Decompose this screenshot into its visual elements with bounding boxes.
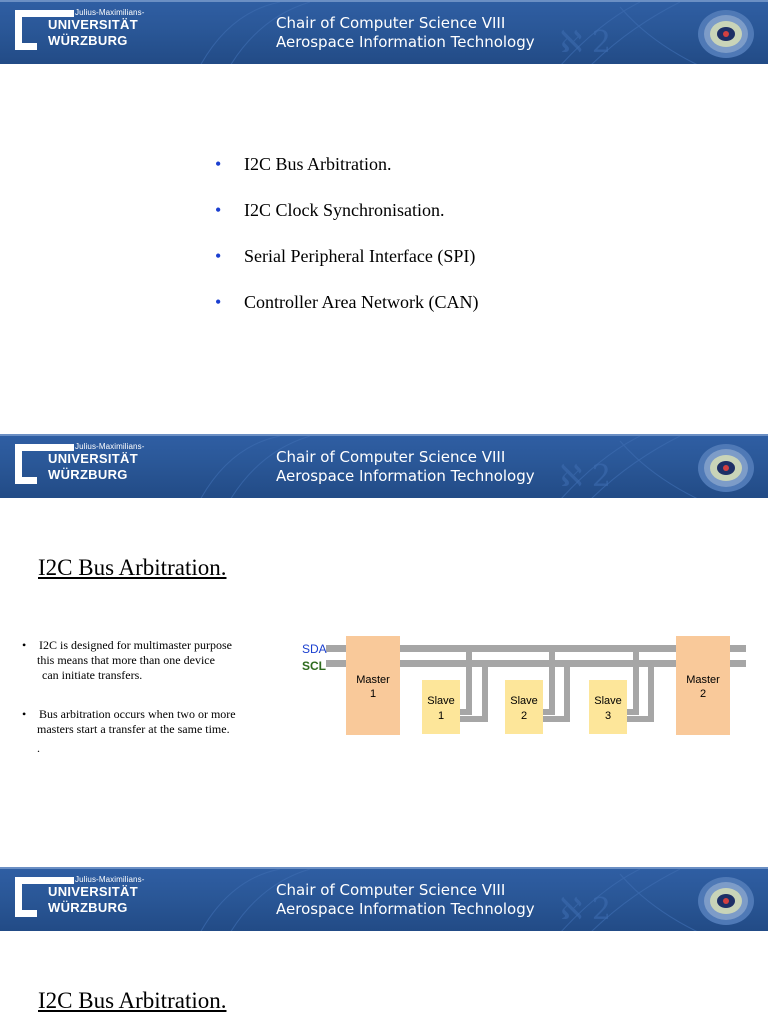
master-1-label: Master <box>356 674 390 686</box>
list-item-text: I2C Bus Arbitration. <box>244 154 392 174</box>
logo-university: UNIVERSITÄT <box>48 17 138 32</box>
chair-line-1: Chair of Computer Science VIII <box>276 881 506 899</box>
logo-city: WÜRZBURG <box>48 467 128 482</box>
header-banner <box>0 0 768 64</box>
list-item-line: I2C is designed for multimaster purpose <box>39 638 232 652</box>
emblem-icon <box>696 875 756 927</box>
emblem-icon <box>696 442 756 494</box>
emblem-icon <box>696 8 756 60</box>
chair-line-1: Chair of Computer Science VIII <box>276 448 506 466</box>
svg-text:ℵ 2: ℵ 2 <box>560 892 611 927</box>
bullet-icon: • <box>22 707 27 721</box>
logo-city: WÜRZBURG <box>48 33 128 48</box>
list-item <box>215 154 478 200</box>
list-item-text: Serial Peripheral Interface (SPI) <box>244 246 476 266</box>
header-banner <box>0 867 768 931</box>
list-item <box>215 246 478 292</box>
list-item <box>215 292 478 338</box>
slave-1-number: 1 <box>437 710 445 722</box>
chair-line-2: Aerospace Information Technology <box>276 467 535 485</box>
logo-university: UNIVERSITÄT <box>48 451 138 466</box>
list-item <box>20 638 270 683</box>
chair-line-2: Aerospace Information Technology <box>276 900 535 918</box>
university-logo <box>15 877 175 925</box>
bullet-icon: • <box>215 246 222 266</box>
logo-small-text: Julius-Maximilians- <box>75 875 145 884</box>
i2c-bus-diagram <box>296 628 756 744</box>
slide1-bullet-list <box>215 154 478 338</box>
bullet-icon: • <box>22 638 27 652</box>
trailing-period: . <box>37 741 40 755</box>
svg-text:ℵ 2: ℵ 2 <box>560 25 611 60</box>
list-item-line: can initiate transfers. <box>42 668 143 682</box>
slave-2-number: 2 <box>520 710 528 722</box>
list-item-line: this means that more than one device <box>37 653 215 667</box>
list-item-line: masters start a transfer at the same time. <box>37 722 230 736</box>
bullet-icon: • <box>215 292 222 312</box>
scl-label: SCL <box>302 659 326 673</box>
logo-university: UNIVERSITÄT <box>48 884 138 899</box>
slave-1-box <box>422 680 460 734</box>
sda-label: SDA <box>302 642 327 656</box>
bullet-icon: • <box>215 200 222 220</box>
slide-title: I2C Bus Arbitration. <box>38 555 227 580</box>
slave-3-number: 3 <box>604 710 612 722</box>
chair-line-1: Chair of Computer Science VIII <box>276 14 506 32</box>
list-item-text: I2C Clock Synchronisation. <box>244 200 445 220</box>
svg-text:ℵ 2: ℵ 2 <box>560 459 611 494</box>
list-item-line: Bus arbitration occurs when two or more <box>39 707 236 721</box>
logo-small-text: Julius-Maximilians- <box>75 8 145 17</box>
list-item-text: Controller Area Network (CAN) <box>244 292 479 312</box>
chair-title <box>276 881 535 919</box>
slave-3-box <box>589 680 627 734</box>
slave-2-box <box>505 680 543 734</box>
slave-2-label: Slave <box>510 695 538 707</box>
chair-title <box>276 448 535 486</box>
chair-line-2: Aerospace Information Technology <box>276 33 535 51</box>
chair-title <box>276 14 535 52</box>
university-logo <box>15 444 175 492</box>
slave-3-label: Slave <box>594 695 622 707</box>
logo-small-text: Julius-Maximilians- <box>75 442 145 451</box>
header-banner <box>0 434 768 498</box>
bullet-icon: • <box>215 154 222 174</box>
master-1-number: 1 <box>369 688 377 700</box>
logo-city: WÜRZBURG <box>48 900 128 915</box>
slide-title: I2C Bus Arbitration. <box>38 988 227 1013</box>
master-2-label: Master <box>686 674 720 686</box>
master-2-number: 2 <box>699 688 707 700</box>
list-item <box>20 707 270 737</box>
slide2-bullet-list <box>20 638 270 756</box>
slave-1-label: Slave <box>427 695 455 707</box>
list-item <box>215 200 478 246</box>
university-logo <box>15 10 175 58</box>
